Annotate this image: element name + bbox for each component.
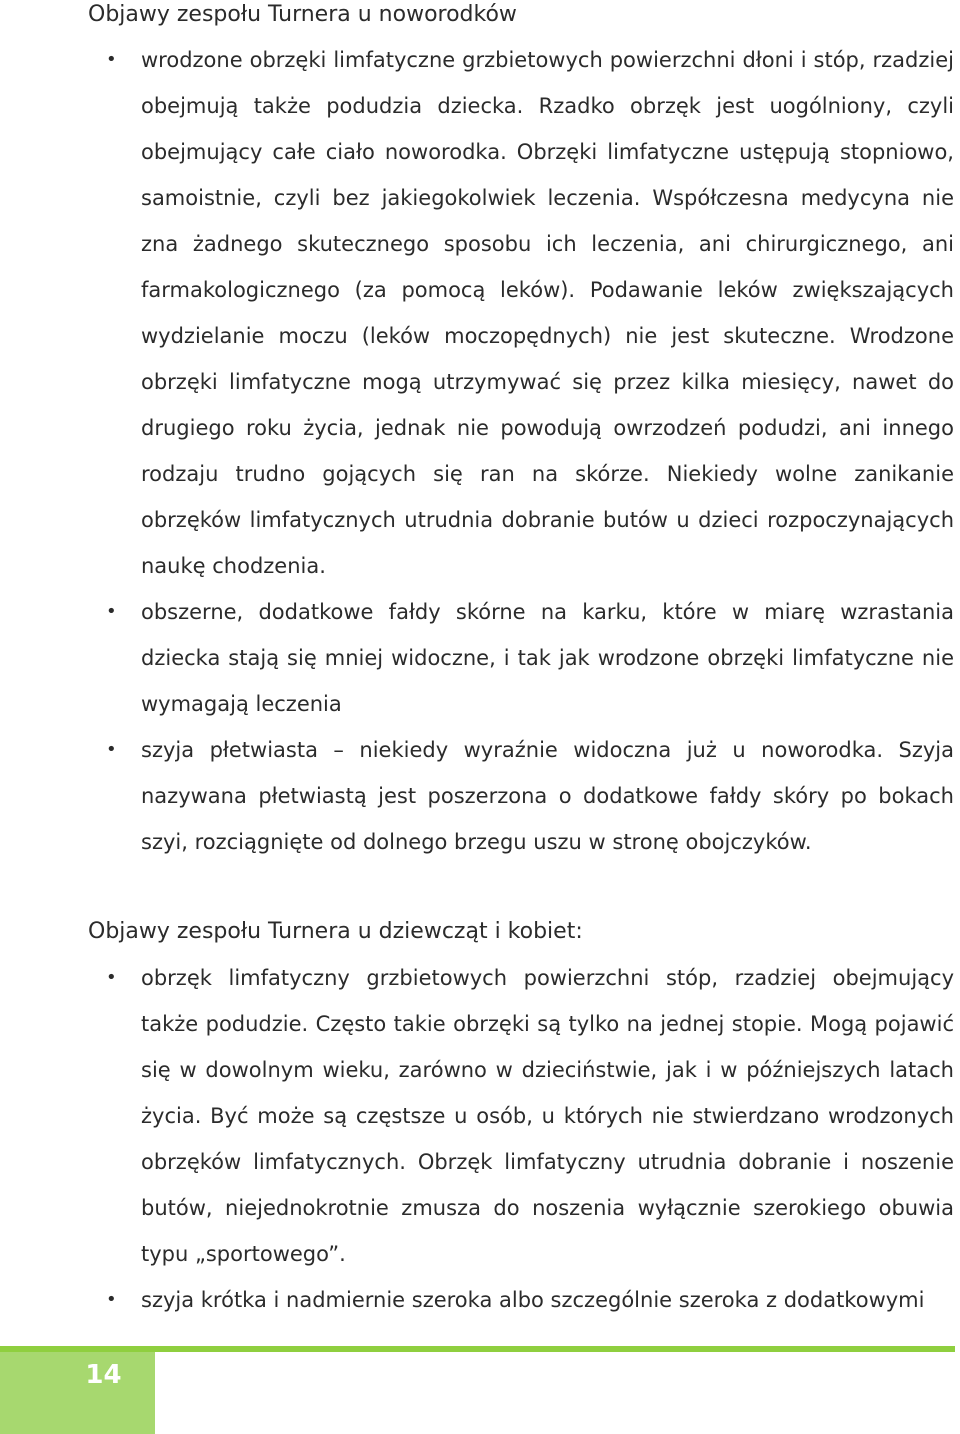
bullet-icon: • <box>106 967 117 988</box>
page-number: 14 <box>85 1360 122 1390</box>
bullet-icon: • <box>106 601 117 622</box>
list-item <box>0 955 960 1277</box>
symptom-list-girls-women <box>0 955 960 1323</box>
bullet-icon: • <box>106 1289 117 1310</box>
list-item <box>0 589 960 727</box>
list-item <box>0 1277 960 1323</box>
section-heading-girls-women: Objawy zespołu Turnera u dziewcząt i kobiet: <box>88 919 583 944</box>
list-item-text: szyja krótka i nadmiernie szeroka albo szczególnie szeroka z dodatkowymi <box>141 1288 925 1312</box>
section-heading-newborns: Objawy zespołu Turnera u noworodków <box>88 2 517 27</box>
symptom-list-newborns <box>0 37 960 865</box>
list-item <box>0 37 960 589</box>
page-number-box <box>0 1352 155 1434</box>
bullet-icon: • <box>106 49 117 70</box>
list-item-text: wrodzone obrzęki limfatyczne grzbietowych powierzchni dłoni i stóp, rzadziej obejmują także podudzia dziecka. Rzadko obrzęk jest uogólniony, czyli obejmujący całe ciało noworodka. Obrzęki limfatyczne ustępują stopniowo, samoistnie, czyli bez jakiegokolwiek leczenia. Współczesna medycyna nie zna żadnego skutecznego sposobu ich leczenia, ani chirurgicznego, ani farmakologicznego (za pomocą leków). Podawanie leków zwiększających wydzielanie moczu (leków moczopędnych) nie jest skuteczne. Wrodzone obrzęki limfatyczne mogą utrzymywać się przez kilka miesięcy, nawet do drugiego roku życia, jednak nie powodują owrzodzeń podudzi, ani innego rodzaju trudno gojących się ran na skórze. Niekiedy wolne zanikanie obrzęków limfatycznych utrudnia dobranie butów u dzieci rozpoczynających naukę chodzenia. <box>141 48 954 578</box>
bullet-icon: • <box>106 739 117 760</box>
list-item-text: obszerne, dodatkowe fałdy skórne na karku, które w miarę wzrastania dziecka stają się mniej widoczne, i tak jak wrodzone obrzęki limfatyczne nie wymagają leczenia <box>141 600 954 716</box>
list-item-text: obrzęk limfatyczny grzbietowych powierzchni stóp, rzadziej obejmujący także podudzie. Często takie obrzęki są tylko na jednej stopie. Mogą pojawić się w dowolnym wieku, zarówno w dzieciństwie, jak i w późniejszych latach życia. Być może są częstsze u osób, u których nie stwierdzano wrodzonych obrzęków limfatycznych. Obrzęk limfatyczny utrudnia dobranie i noszenie butów, niejednokrotnie zmusza do noszenia wyłącznie szerokiego obuwia typu „sportowego”. <box>141 966 954 1266</box>
list-item <box>0 727 960 865</box>
list-item-text: szyja płetwiasta – niekiedy wyraźnie widoczna już u noworodka. Szyja nazywana płetwiastą jest poszerzona o dodatkowe fałdy skóry po bokach szyi, rozciągnięte od dolnego brzegu uszu w stronę obojczyków. <box>141 738 954 854</box>
